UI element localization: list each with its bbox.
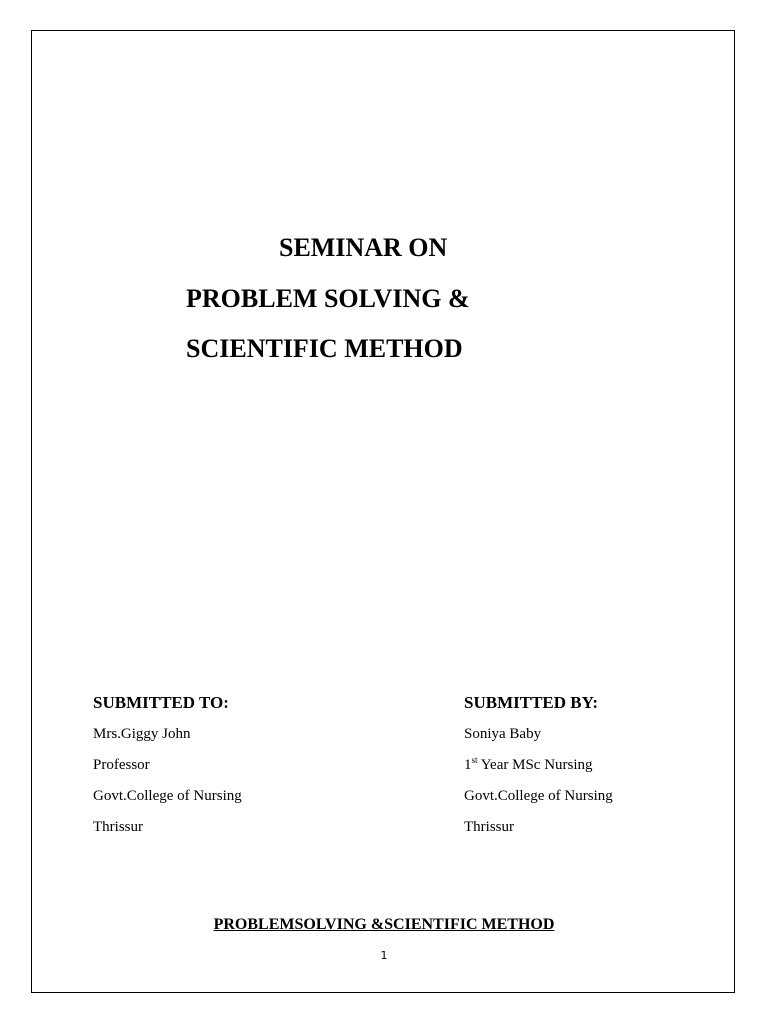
- submitted-to-institution: Govt.College of Nursing: [93, 788, 242, 804]
- year-rest: Year MSc Nursing: [477, 757, 593, 773]
- title-line-1: SEMINAR ON: [279, 233, 448, 262]
- title-line-3: SCIENTIFIC METHOD: [186, 334, 463, 363]
- footer-title: PROBLEMSOLVING &SCIENTIFIC METHOD: [213, 916, 555, 933]
- year-suffix: st: [471, 755, 478, 765]
- submitted-by-institution: Govt.College of Nursing: [464, 788, 613, 804]
- submitted-by-heading: SUBMITTED BY:: [464, 693, 598, 712]
- submitted-to-designation: Professor: [93, 757, 150, 773]
- year-number: 1: [464, 757, 472, 773]
- submitted-to-block: [93, 694, 242, 851]
- title-line-2: PROBLEM SOLVING &: [186, 284, 470, 313]
- submitted-by-city: Thrissur: [464, 819, 514, 835]
- submitted-to-name: Mrs.Giggy John: [93, 726, 191, 742]
- submitted-by-block: [464, 694, 613, 851]
- submitted-to-heading: SUBMITTED TO:: [93, 693, 229, 712]
- submitted-by-year: [464, 755, 613, 773]
- submitted-by-name: Soniya Baby: [464, 726, 542, 742]
- submitted-to-city: Thrissur: [93, 819, 143, 835]
- page-number: 1: [380, 949, 388, 962]
